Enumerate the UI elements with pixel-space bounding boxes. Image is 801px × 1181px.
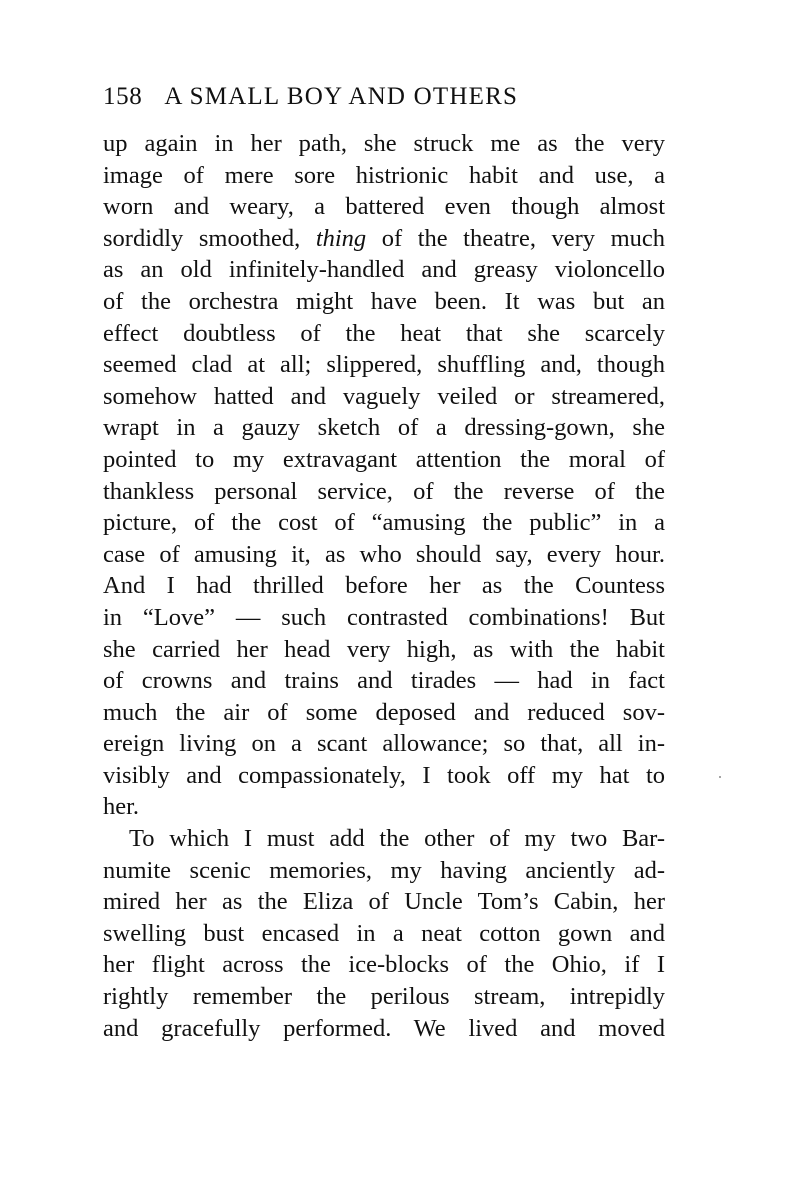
text-line: up again in her path, she struck me as the very [103, 130, 665, 157]
text-line: wrapt in a gauzy sketch of a dressing-gown, she [103, 414, 665, 442]
text-line: of crowns and trains and tirades — had in fact [103, 667, 665, 695]
text-line: And I had thrilled before her as the Countess [103, 572, 665, 600]
text-line: case of amusing it, as who should say, every hour. [103, 540, 665, 568]
page-number: 158 [103, 83, 143, 110]
text-line: visibly and compassionately, I took off my hat to [103, 761, 665, 789]
text-line: seemed clad at all; slippered, shuffling and, though [103, 351, 665, 379]
scan-speck [719, 776, 721, 778]
text-segment: of the theatre, very much [366, 224, 665, 252]
text-line: and gracefully performed. We lived and moved [103, 1014, 665, 1042]
text-line: she carried her head very high, as with the habit [103, 635, 665, 663]
text-line [103, 223, 665, 255]
text-line: mired her as the Eliza of Uncle Tom’s Cabin, her [103, 888, 665, 916]
text-line: rightly remember the perilous stream, intrepidly [103, 983, 665, 1011]
text-line: as an old infinitely-handled and greasy violoncello [103, 256, 665, 284]
text-line: thankless personal service, of the reverse of the [103, 477, 665, 505]
running-title: A SMALL BOY AND OTHERS [164, 83, 519, 110]
paragraph-1 [103, 128, 665, 823]
body-text [103, 128, 665, 1044]
text-line: ereign living on a scant allowance; so that, all in- [103, 730, 665, 758]
text-line: To which I must add the other of my two Bar- [129, 825, 665, 853]
page-header [103, 80, 663, 114]
text-line: effect doubtless of the heat that she scarcely [103, 319, 665, 347]
text-line: image of mere sore histrionic habit and use, a [103, 161, 665, 189]
italic-word: thing [315, 224, 367, 252]
text-line: swelling bust encased in a neat cotton gown and [103, 919, 665, 947]
text-line: picture, of the cost of “amusing the public” in a [103, 509, 665, 537]
text-line: much the air of some deposed and reduced sov- [103, 698, 665, 726]
text-line: of the orchestra might have been. It was but an [103, 287, 665, 315]
text-line: pointed to my extravagant attention the moral of [103, 445, 665, 473]
text-line: her. [103, 793, 140, 821]
text-line: her flight across the ice-blocks of the Ohio, if I [103, 951, 665, 979]
text-line: somehow hatted and vaguely veiled or streamered, [103, 382, 665, 410]
text-segment: sordidly smoothed, [103, 224, 316, 252]
text-line: worn and weary, a battered even though almost [103, 193, 665, 221]
text-line: in “Love” — such contrasted combinations! But [103, 603, 665, 631]
text-line: numite scenic memories, my having anciently ad- [103, 856, 665, 884]
paragraph-2 [103, 823, 665, 1044]
